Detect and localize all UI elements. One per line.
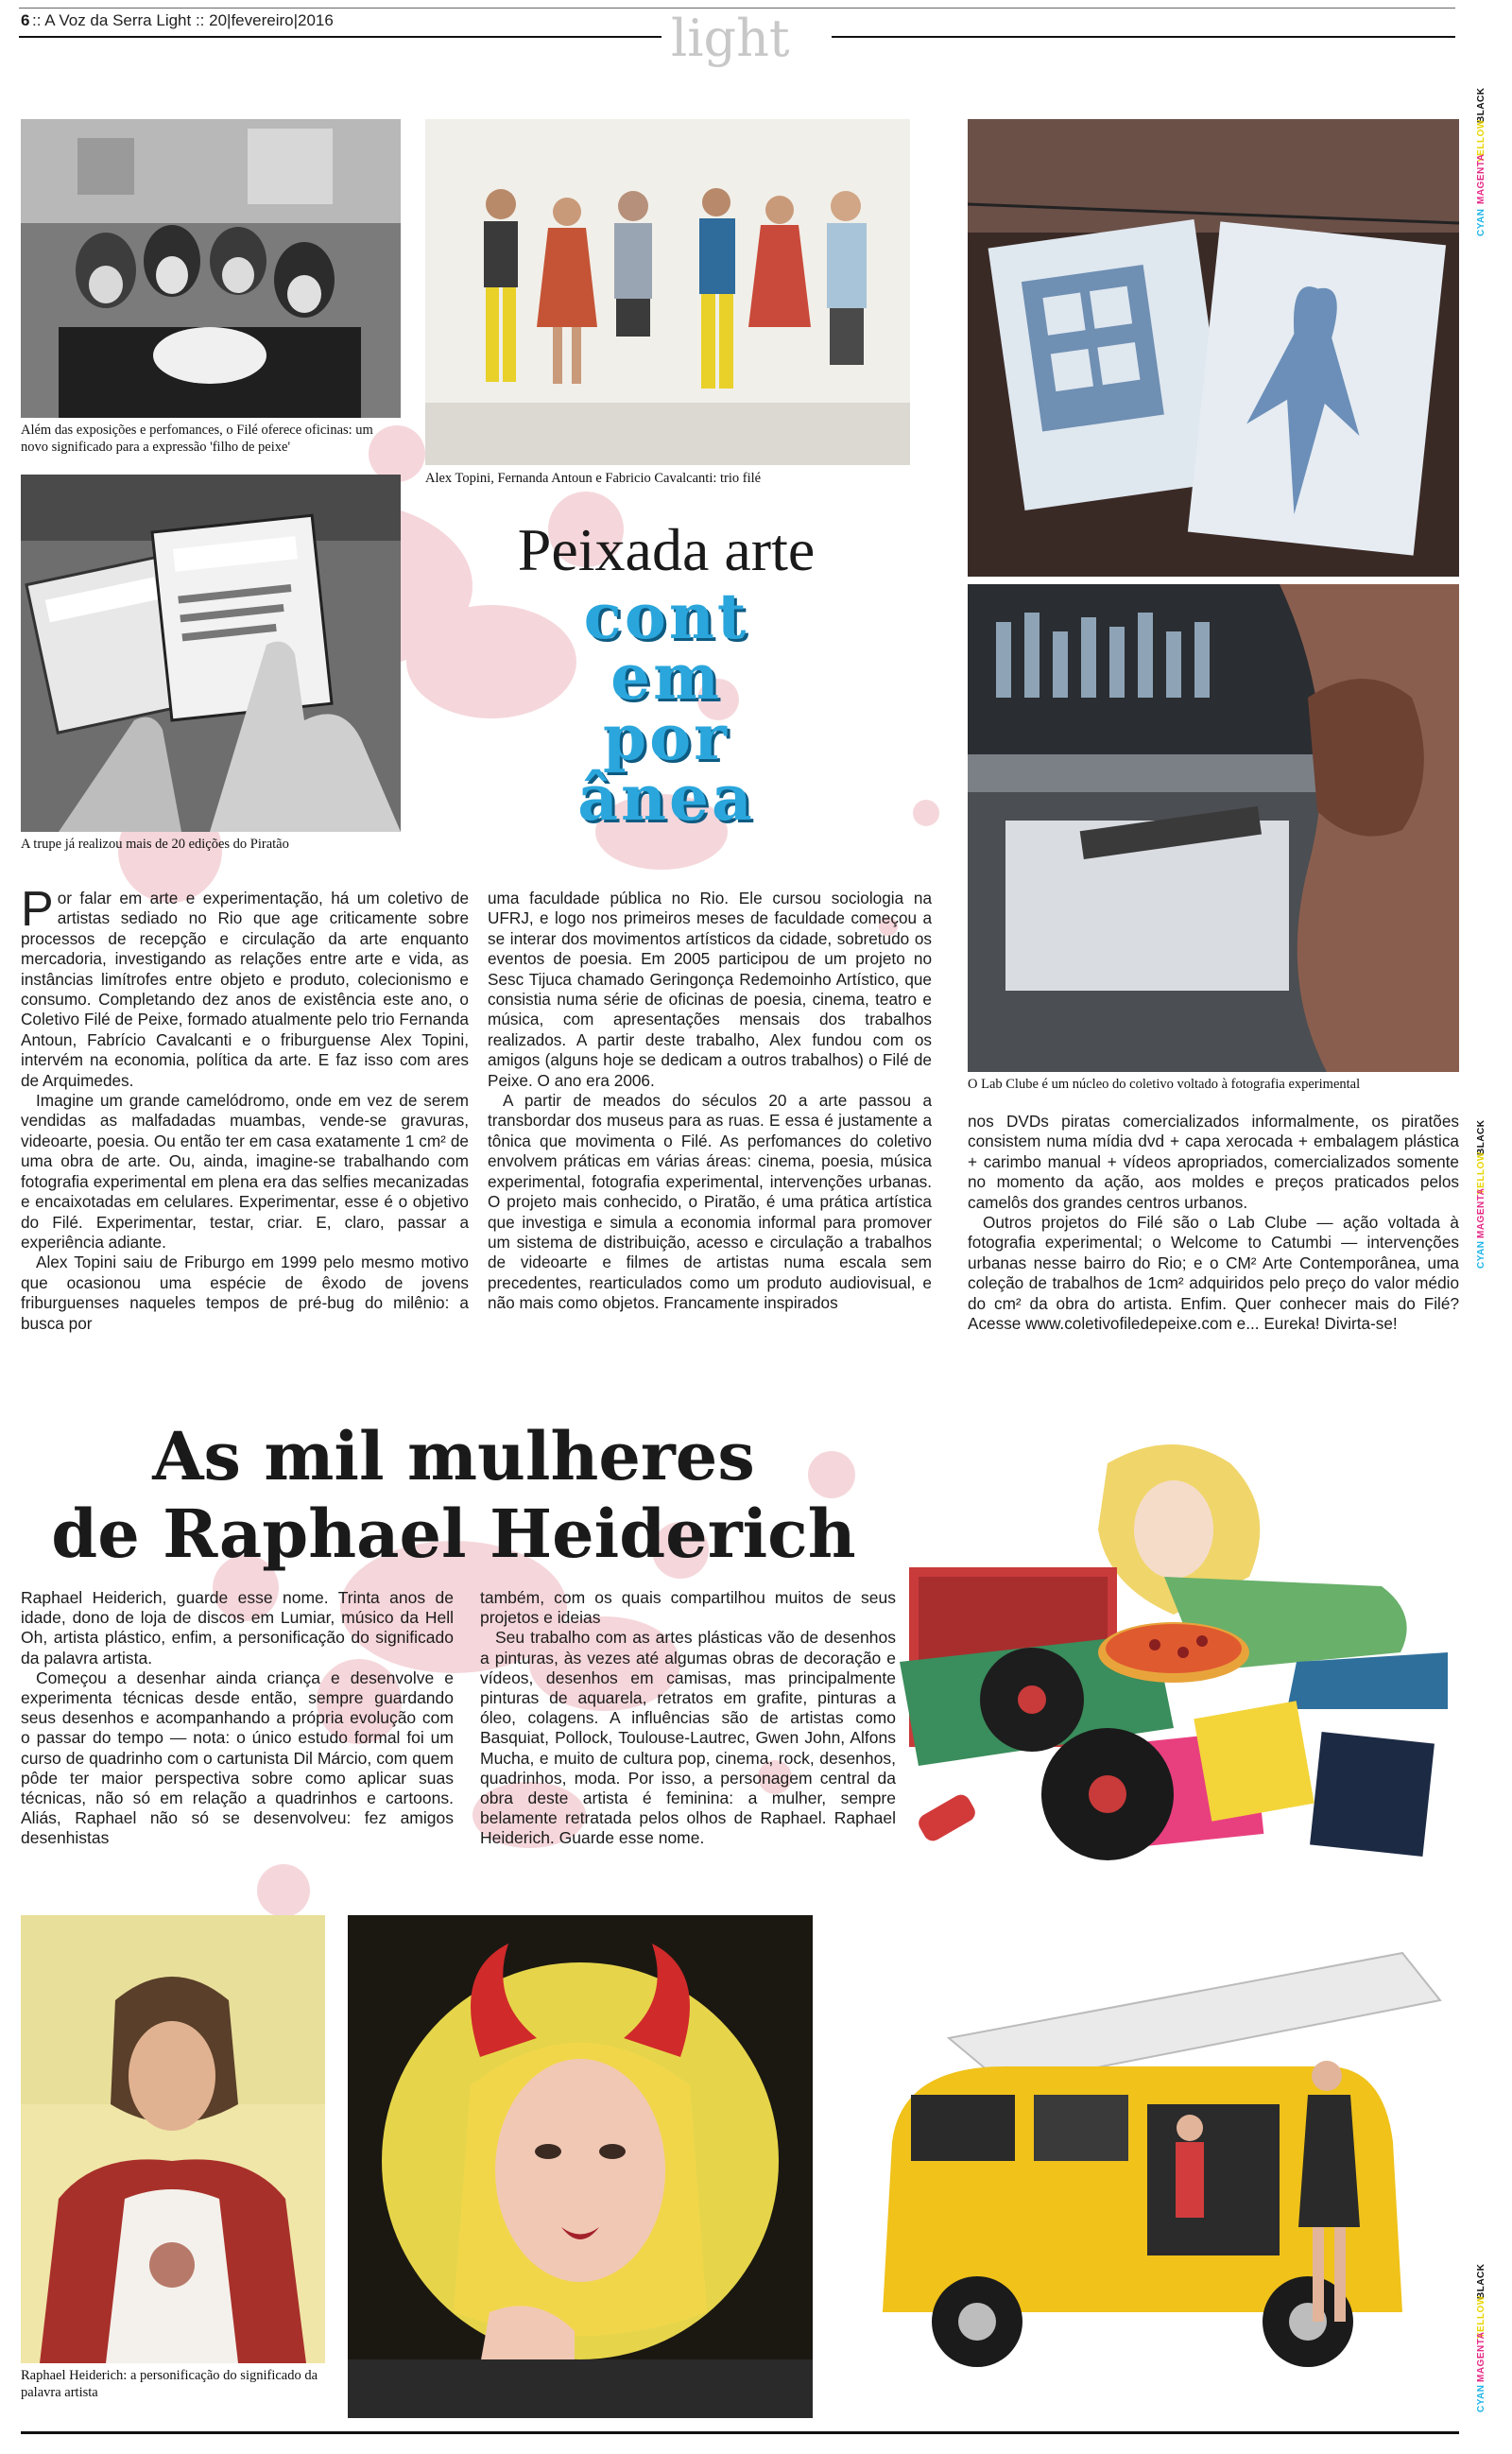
article-column (21, 882, 469, 1334)
photo-workshop-group (21, 119, 401, 418)
header-rule-left (19, 36, 662, 38)
section-name: light (671, 9, 790, 68)
article-column (21, 1588, 454, 1849)
header-rule-right (832, 36, 1455, 38)
paragraph: uma faculdade pública no Rio. Ele cursou sociologia na UFRJ, e logo nos primeiros meses de faculdade começou a se interar dos movimentos artísticos da cidade, sobretudo os eventos de poesia. Em 2005 participou de um projeto no Sesc Tijuca chamado Geringonça Redemoinho Artístico, que consistia numa série de oficinas de poesia, cinema, teatro e música, com apresentações mensais dos trabalhos realizados. A partir deste trabalho, Alex fundou com os amigos (alguns hoje se dedicam a outros trabalhos) o Filé de Peixe. O ano era 2006. (488, 889, 932, 1090)
photo-caption: Raphael Heiderich: a personificação do significado da palavra artista (21, 2368, 318, 2400)
running-head: :: A Voz da Serra Light :: 20|fevereiro|2016 (32, 11, 334, 29)
illustration-yellow-van (835, 1915, 1459, 2418)
headline-line: cont (583, 579, 749, 653)
headline-line: por (603, 700, 730, 774)
photo-trio-portrait (425, 119, 910, 465)
page-header (21, 11, 1448, 68)
photo-lab-clube (968, 584, 1459, 1072)
illustration-horned-girl (348, 1915, 813, 2418)
paragraph: também, com os quais compartilhou muitos de seus projetos e ideias (480, 1588, 896, 1628)
photo-caption: Alex Topini, Fernanda Antoun e Fabricio Cavalcanti: trio filé (425, 471, 762, 486)
paragraph: Outros projetos do Filé são o Lab Clube — ação voltada à fotografia experimental; o Welcome to Catumbi — intervenções urbanas nesse bairro do Rio; e o CM² Arte Contemporânea, uma coleção de trabalhos de 1cm² adquiridos pelo preço do valor médio do cm² da obra do artista. Enfim. Quer conhecer mais do Filé? Acesse www.coletivofiledepeixe.com e... Eureka! Divirta-se! (968, 1213, 1459, 1334)
paragraph: or falar em arte e experimentação, há um coletivo de artistas sediado no Rio que age criticamente sobre processos de recepção e circulação da arte enquanto mercadoria, investigando as relações entre arte e vida, as instâncias limítrofes entre objeto e produto, colecionismo e consumo. Completando dez anos de existência este ano, o Coletivo Filé de Peixe, formado atualmente pelo trio Fernanda Antoun, Fabrício Cavalcanti e o friburguense Alex Topini, intervém na economia, política da arte. E faz isso com ares de Arquimedes. (21, 889, 469, 1090)
page-number: 6 (21, 11, 30, 29)
drop-cap: P (21, 882, 54, 937)
headline-line: em (610, 640, 722, 714)
article-headline: Peixada arte (517, 516, 816, 583)
illustration-record-player (890, 1426, 1459, 1870)
paragraph: A partir de meados do séculos 20 a arte passou a transbordar dos museus para as ruas. E essa é justamente a tônica que movimenta o Filé. As perfomances do coletivo envolvem práticas em várias áreas: cinema, poesia, música experimental, fotografia experimental, intervenções urbanas. O projeto mais conhecido, o Piratão, é uma prática artística que investiga e simula a economia informal para promover um sistema de distribuição, acesso e circulação a trabalhos de videoarte e filmes de artistas numa escala sem precedentes, rearticulados como um produto audiovisual, e não mais como objetos. Francamente inspirados (488, 1091, 932, 1313)
paragraph: Raphael Heiderich, guarde esse nome. Trinta anos de idade, dono de loja de discos em Lumiar, músico da Hell Oh, artista plástico, enfim, a personificação do significado da palavra artista. (21, 1588, 454, 1668)
photo-caption: O Lab Clube é um núcleo do coletivo voltado à fotografia experimental (968, 1077, 1361, 1092)
header-rule-top (19, 8, 1455, 9)
article-headline-accent (425, 579, 907, 835)
color-registration-middle: BLACK YELLOW MAGENTA CYAN (1476, 1119, 1486, 1269)
color-registration-top: BLACK YELLOW MAGENTA CYAN (1476, 87, 1486, 236)
headline-line: de Raphael Heiderich (51, 1495, 856, 1573)
color-registration-bottom: BLACK YELLOW MAGENTA CYAN (1476, 2263, 1486, 2412)
photo-raphael-portrait (21, 1915, 325, 2363)
paragraph: Começou a desenhar ainda criança e desenvolve e experimenta técnicas desde então, sempre guardando seus desenhos e acompanhando a própria evolução com o passar do tempo — nota: o único estudo formal foi um curso de quadrinho com o cartunista Dil Márcio, com quem pôde ter maior perspectiva sobre como aplicar suas técnicas, não só em relação a quadrinhos e cartoons. Aliás, Raphael não só se desenvolveu: fez amigos desenhistas (21, 1668, 454, 1848)
footer-rule (21, 2431, 1459, 2434)
paragraph: Seu trabalho com as artes plásticas vão de desenhos a pinturas, às vezes até algumas obras de decoração e vídeos, desenhos em camisas, mas principalmente pinturas de aquarela, retratos em grafite, pinturas a óleo, colagens. A influências são de artistas como Basquiat, Pollock, Toulouse-Lautrec, Gwen John, Alfons Mucha, e muito de cultura pop, cinema, rock, desenhos, quadrinhos, moda. Por isso, a personagem central da obra deste artista é feminina: a mulher, sempre belamente retratada pelos olhos de Raphael. Raphael Heiderich. Guarde esse nome. (480, 1628, 896, 1848)
headline-line: As mil mulheres (152, 1417, 755, 1495)
photo-caption: A trupe já realizou mais de 20 edições do Piratão (21, 837, 289, 852)
photo-cyanotype-prints (968, 119, 1459, 577)
photo-piratao-dvds (21, 475, 401, 832)
paragraph: Alex Topini saiu de Friburgo em 1999 pelo mesmo motivo que ocasionou uma espécie de êxodo de jovens friburguenses naqueles tempos de pré-bug do milênio: a busca por (21, 1253, 469, 1333)
article-headline (28, 1418, 879, 1573)
paragraph: Imagine um grande camelódromo, onde em vez de serem vendidas as malfadadas muambas, vende-se gravuras, videoarte, poesia. Ou então ter em casa exatamente 1 cm² de uma obra de arte. Ou, ainda, imagine-se trabalhando com fotografia experimental em plena era das selfies mecanizadas e encaixotadas em celulares. Experimentar, esse é o objetivo do Filé. Experimentar, testar, criar. E, claro, passar a experiência adiante. (21, 1091, 469, 1252)
paragraph: nos DVDs piratas comercializados informalmente, os piratões consistem numa mídia dvd + capa xerocada + embalagem plástica + carimbo manual + vídeos apropriados, comercializados somente no momento da ação, aos moldes e preços praticados pelos camelôs dos grandes centros urbanos. (968, 1112, 1459, 1212)
photo-caption: Além das exposições e perfomances, o Filé oferece oficinas: um novo significado para a expressão 'filho de peixe' (21, 423, 373, 455)
article-column (968, 1112, 1459, 1334)
article-column (488, 889, 932, 1314)
headline-line: ânea (577, 761, 755, 835)
article-column (480, 1588, 896, 1849)
